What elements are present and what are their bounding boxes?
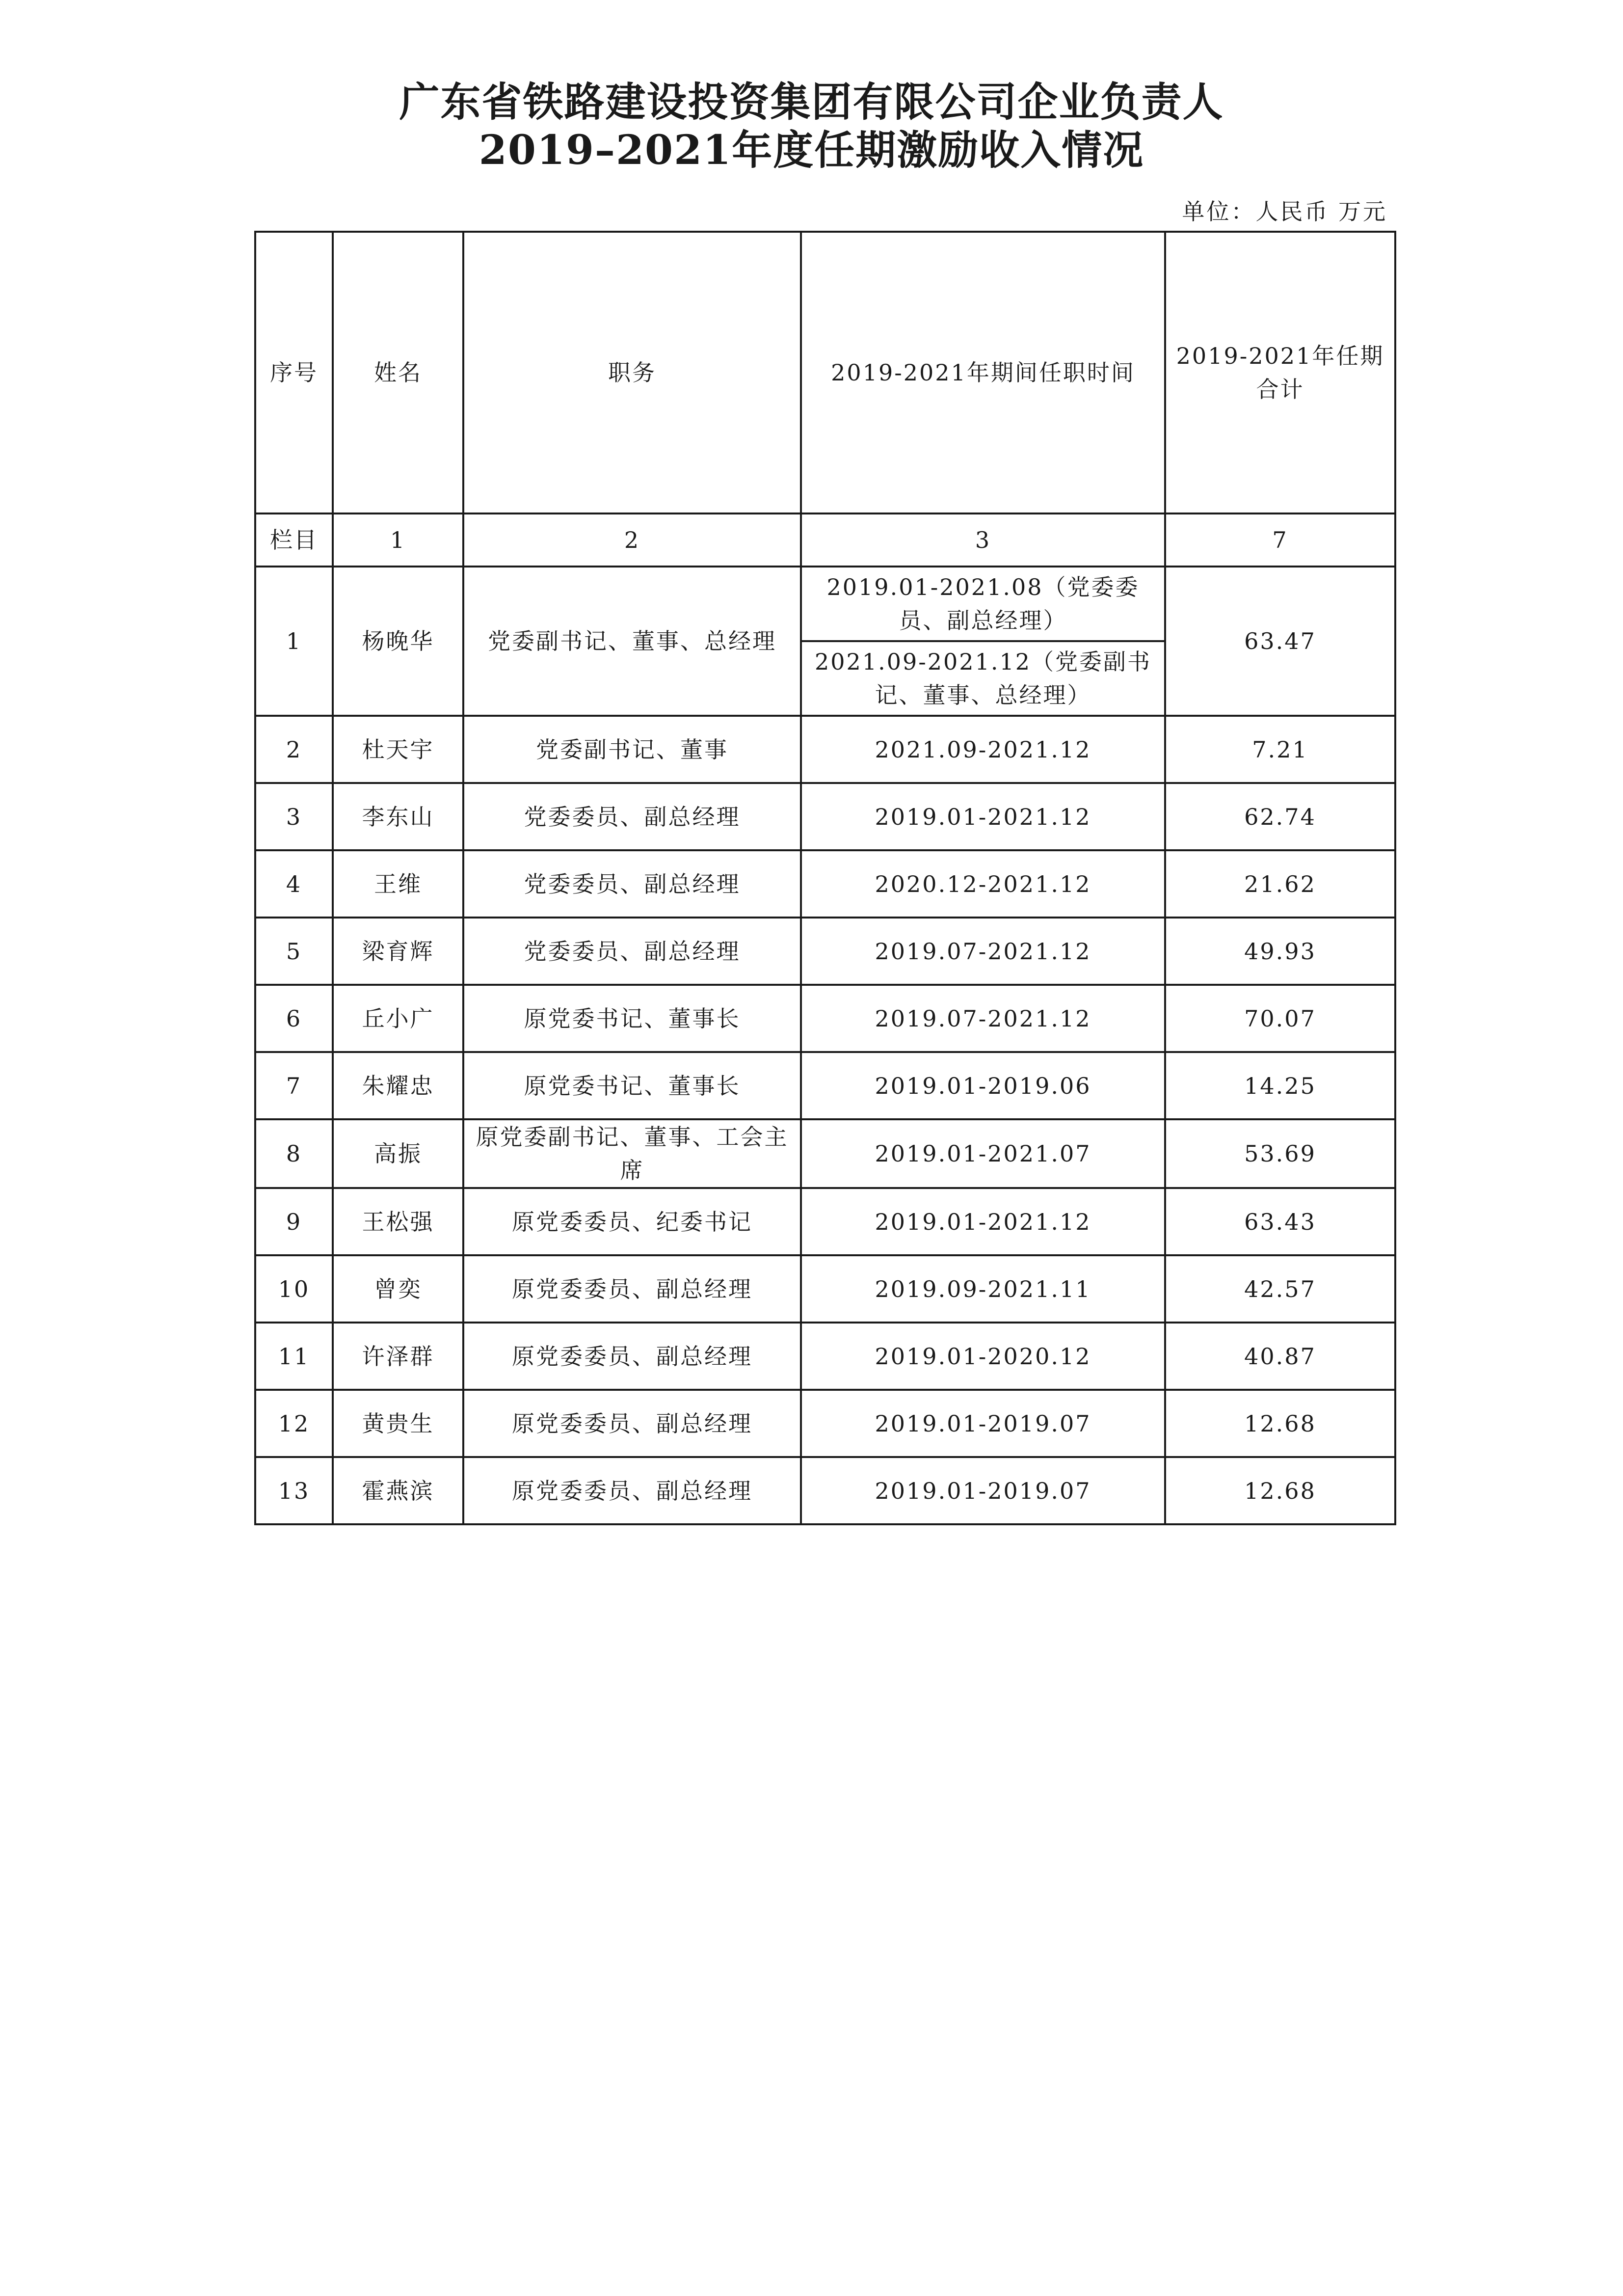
column-number-row xyxy=(255,513,1395,567)
cell-seq: 11 xyxy=(255,1323,333,1390)
cell-tenure: 2019.01-2021.12 xyxy=(801,1188,1165,1255)
table-row xyxy=(255,1457,1395,1524)
cell-total: 12.68 xyxy=(1165,1390,1395,1457)
table-row xyxy=(255,783,1395,850)
cell-tenure: 2019.01-2021.07 xyxy=(801,1119,1165,1188)
column-number-name: 1 xyxy=(333,513,463,567)
cell-position: 党委委员、副总经理 xyxy=(463,850,801,918)
cell-tenure: 2019.01-2021.08（党委委员、副总经理） xyxy=(801,567,1165,641)
cell-tenure: 2019.01-2019.07 xyxy=(801,1390,1165,1457)
cell-seq: 10 xyxy=(255,1255,333,1323)
cell-tenure: 2019.07-2021.12 xyxy=(801,918,1165,985)
unit-label: 单位：人民币 万元 xyxy=(1182,198,1387,225)
table-row xyxy=(255,716,1395,783)
column-number-label: 栏目 xyxy=(255,513,333,567)
cell-tenure: 2019.09-2021.11 xyxy=(801,1255,1165,1323)
cell-name: 王维 xyxy=(333,850,463,918)
cell-position: 党委副书记、董事、总经理 xyxy=(463,567,801,716)
header-seq: 序号 xyxy=(255,232,333,513)
cell-seq: 7 xyxy=(255,1052,333,1119)
cell-position: 原党委委员、副总经理 xyxy=(463,1457,801,1524)
header-row xyxy=(255,232,1395,513)
cell-position: 党委委员、副总经理 xyxy=(463,918,801,985)
cell-total: 40.87 xyxy=(1165,1323,1395,1390)
table-row xyxy=(255,1323,1395,1390)
cell-seq: 1 xyxy=(255,567,333,716)
cell-seq: 3 xyxy=(255,783,333,850)
cell-total: 53.69 xyxy=(1165,1119,1395,1188)
cell-tenure: 2019.07-2021.12 xyxy=(801,985,1165,1052)
cell-seq: 2 xyxy=(255,716,333,783)
cell-position: 原党委委员、纪委书记 xyxy=(463,1188,801,1255)
page-subtitle: 2019–2021年度任期激励收入情况 xyxy=(479,127,1144,174)
cell-total: 12.68 xyxy=(1165,1457,1395,1524)
cell-position: 原党委书记、董事长 xyxy=(463,985,801,1052)
cell-seq: 4 xyxy=(255,850,333,918)
header-name: 姓名 xyxy=(333,232,463,513)
cell-name: 朱耀忠 xyxy=(333,1052,463,1119)
header-total: 2019-2021年任期合计 xyxy=(1165,232,1395,513)
header-position: 职务 xyxy=(463,232,801,513)
cell-name: 曾奕 xyxy=(333,1255,463,1323)
cell-seq: 8 xyxy=(255,1119,333,1188)
table-row xyxy=(255,1255,1395,1323)
cell-total: 63.47 xyxy=(1165,567,1395,716)
cell-total: 70.07 xyxy=(1165,985,1395,1052)
table-row xyxy=(255,1119,1395,1188)
cell-name: 梁育辉 xyxy=(333,918,463,985)
cell-tenure: 2019.01-2021.12 xyxy=(801,783,1165,850)
cell-position: 党委委员、副总经理 xyxy=(463,783,801,850)
cell-name: 王松强 xyxy=(333,1188,463,1255)
table-row xyxy=(255,567,1395,641)
cell-tenure: 2019.01-2020.12 xyxy=(801,1323,1165,1390)
cell-total: 14.25 xyxy=(1165,1052,1395,1119)
cell-name: 黄贵生 xyxy=(333,1390,463,1457)
table-row xyxy=(255,918,1395,985)
cell-total: 7.21 xyxy=(1165,716,1395,783)
cell-total: 21.62 xyxy=(1165,850,1395,918)
cell-total: 63.43 xyxy=(1165,1188,1395,1255)
cell-position: 原党委委员、副总经理 xyxy=(463,1255,801,1323)
header-tenure: 2019-2021年期间任职时间 xyxy=(801,232,1165,513)
column-number-tenure: 3 xyxy=(801,513,1165,567)
cell-seq: 9 xyxy=(255,1188,333,1255)
cell-seq: 13 xyxy=(255,1457,333,1524)
cell-seq: 12 xyxy=(255,1390,333,1457)
cell-name: 许泽群 xyxy=(333,1323,463,1390)
income-table xyxy=(254,231,1396,1525)
cell-total: 62.74 xyxy=(1165,783,1395,850)
cell-name: 杜天宇 xyxy=(333,716,463,783)
cell-total: 42.57 xyxy=(1165,1255,1395,1323)
cell-name: 丘小广 xyxy=(333,985,463,1052)
table-row xyxy=(255,850,1395,918)
cell-name: 李东山 xyxy=(333,783,463,850)
cell-position: 党委副书记、董事 xyxy=(463,716,801,783)
table-row xyxy=(255,985,1395,1052)
cell-name: 霍燕滨 xyxy=(333,1457,463,1524)
cell-tenure: 2019.01-2019.07 xyxy=(801,1457,1165,1524)
column-number-position: 2 xyxy=(463,513,801,567)
table-row xyxy=(255,1052,1395,1119)
cell-tenure: 2021.09-2021.12（党委副书记、董事、总经理） xyxy=(801,641,1165,716)
cell-position: 原党委委员、副总经理 xyxy=(463,1390,801,1457)
page-title: 广东省铁路建设投资集团有限公司企业负责人 xyxy=(399,79,1224,126)
cell-seq: 5 xyxy=(255,918,333,985)
cell-position: 原党委委员、副总经理 xyxy=(463,1323,801,1390)
cell-tenure: 2020.12-2021.12 xyxy=(801,850,1165,918)
cell-total: 49.93 xyxy=(1165,918,1395,985)
column-number-total: 7 xyxy=(1165,513,1395,567)
cell-position: 原党委副书记、董事、工会主席 xyxy=(463,1119,801,1188)
cell-tenure: 2021.09-2021.12 xyxy=(801,716,1165,783)
cell-name: 杨晚华 xyxy=(333,567,463,716)
cell-position: 原党委书记、董事长 xyxy=(463,1052,801,1119)
cell-tenure: 2019.01-2019.06 xyxy=(801,1052,1165,1119)
table-row xyxy=(255,1188,1395,1255)
cell-seq: 6 xyxy=(255,985,333,1052)
cell-name: 高振 xyxy=(333,1119,463,1188)
table-row xyxy=(255,1390,1395,1457)
